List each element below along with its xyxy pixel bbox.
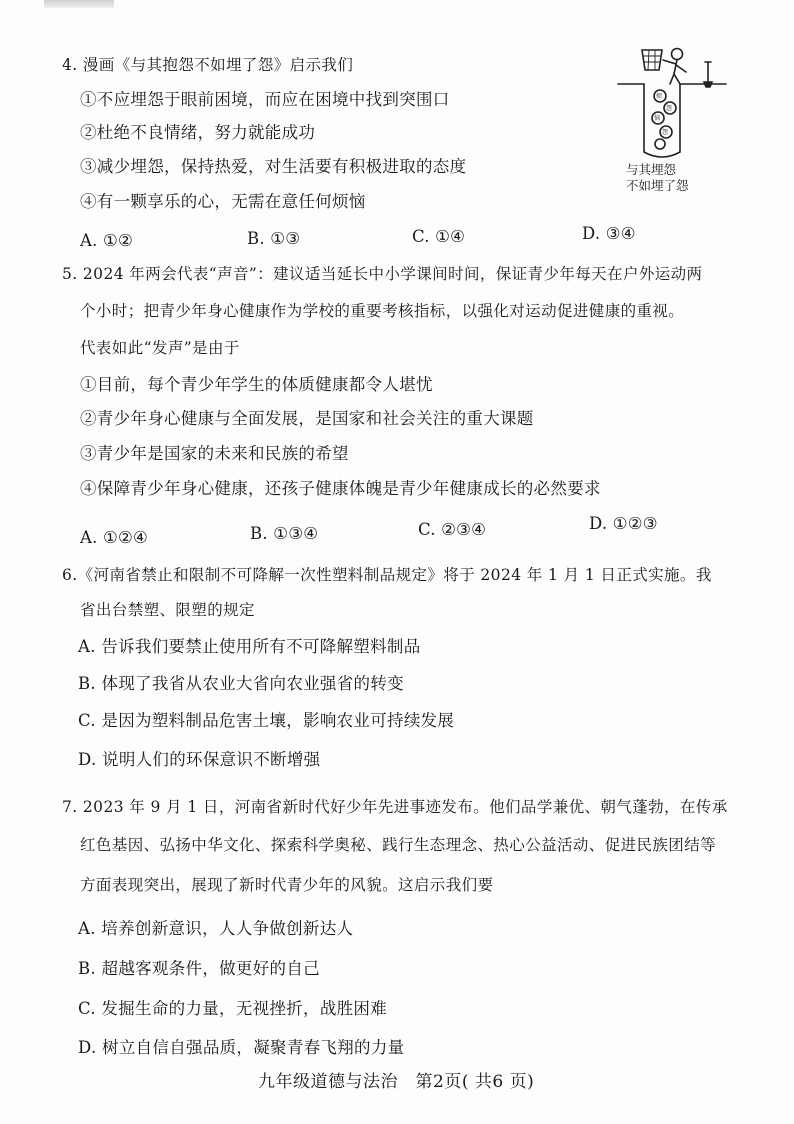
cartoon-caption <box>626 162 689 194</box>
q4-item-1: ①不应埋怨于眼前困境，而应在困境中找到突围口 <box>80 90 450 109</box>
q4-choice-d: D. ③④ <box>582 224 636 243</box>
q7-stem-line-1: 7. 2023 年 9 月 1 日，河南省新时代好少年先进事迹发布。他们品学兼优、朝气蓬勃，在传承 <box>62 798 728 816</box>
q7-option-a: A. 培养创新意识，人人争做创新达人 <box>78 919 354 938</box>
cartoon-caption-line-1: 与其埋怨 <box>626 162 677 177</box>
q4-stem: 4. 漫画《与其抱怨不如埋了怨》启示我们 <box>62 56 354 74</box>
scan-mark <box>44 0 114 8</box>
q5-item-2: ②青少年身心健康与全面发展，是国家和社会关注的重大课题 <box>80 409 534 428</box>
q5-choice-a: A. ①②④ <box>80 528 148 547</box>
svg-text:烦: 烦 <box>656 93 663 100</box>
q7-option-c: C. 发掘生命的力量，无视挫折，战胜困难 <box>78 999 388 1018</box>
q4-choice-a: A. ①② <box>80 231 133 250</box>
q6-stem-line-2: 省出台禁塑、限塑的规定 <box>80 601 255 619</box>
q6-stem-line-1: 6.《河南省禁止和限制不可降解一次性塑料制品规定》将于 2024 年 1 月 1 日正式实施。我 <box>62 566 712 584</box>
q4-choice-b: B. ①③ <box>247 229 301 248</box>
q5-stem-line-1: 5. 2024 年两会代表“声音”：建议适当延长中小学课间时间，保证青少年每天在户外运动两 <box>62 265 703 283</box>
svg-text:怨: 怨 <box>662 129 669 136</box>
q7-option-d: D. 树立自信自强品质，凝聚青春飞翔的力量 <box>78 1038 405 1057</box>
q7-stem-line-3: 方面表现突出，展现了新时代青少年的风貌。这启示我们要 <box>80 876 494 894</box>
q6-option-b: B. 体现了我省从农业大省向农业强省的转变 <box>78 674 404 693</box>
q5-item-4: ④保障青少年身心健康，还孩子健康体魄是青少年健康成长的必然要求 <box>80 479 601 498</box>
q5-item-3: ③青少年是国家的未来和民族的希望 <box>80 444 349 463</box>
q5-choice-c: C. ②③④ <box>418 520 487 539</box>
q4-item-2: ②杜绝不良情绪，努力就能成功 <box>80 123 316 142</box>
q7-option-b: B. 超越客观条件，做更好的自己 <box>78 959 320 978</box>
q5-choice-b: B. ①③④ <box>250 524 319 543</box>
q5-stem-line-2: 个小时；把青少年身心健康作为学校的重要考核指标，以强化对运动促进健康的重视。 <box>80 302 685 320</box>
page-footer: 九年级道德与法治 第2页( 共6 页) <box>258 1072 535 1092</box>
q6-option-d: D. 说明人们的环保意识不断增强 <box>78 750 321 769</box>
q4-item-4: ④有一颗享乐的心，无需在意任何烦恼 <box>80 192 366 211</box>
cartoon-caption-line-2: 不如埋了怨 <box>626 178 689 193</box>
q7-stem-line-2: 红色基因、弘扬中华文化、探索科学奥秘、践行生态理念、热心公益活动、促进民族团结等 <box>80 836 717 854</box>
q5-stem-line-3: 代表如此“发声”是由于 <box>80 339 240 357</box>
q5-item-1: ①目前，每个青少年学生的体质健康都令人堪忧 <box>80 375 433 394</box>
q6-option-a: A. 告诉我们要禁止使用所有不可降解塑料制品 <box>78 637 421 656</box>
q5-choice-d: D. ①②③ <box>589 514 658 533</box>
q6-option-c: C. 是因为塑料制品危害土壤，影响农业可持续发展 <box>78 711 455 730</box>
q4-item-3: ③减少埋怨，保持热爱，对生活要有积极进取的态度 <box>80 157 467 176</box>
svg-text:怨: 怨 <box>666 105 673 112</box>
svg-text:恼: 恼 <box>654 115 661 122</box>
q4-choice-c: C. ①④ <box>412 227 466 246</box>
